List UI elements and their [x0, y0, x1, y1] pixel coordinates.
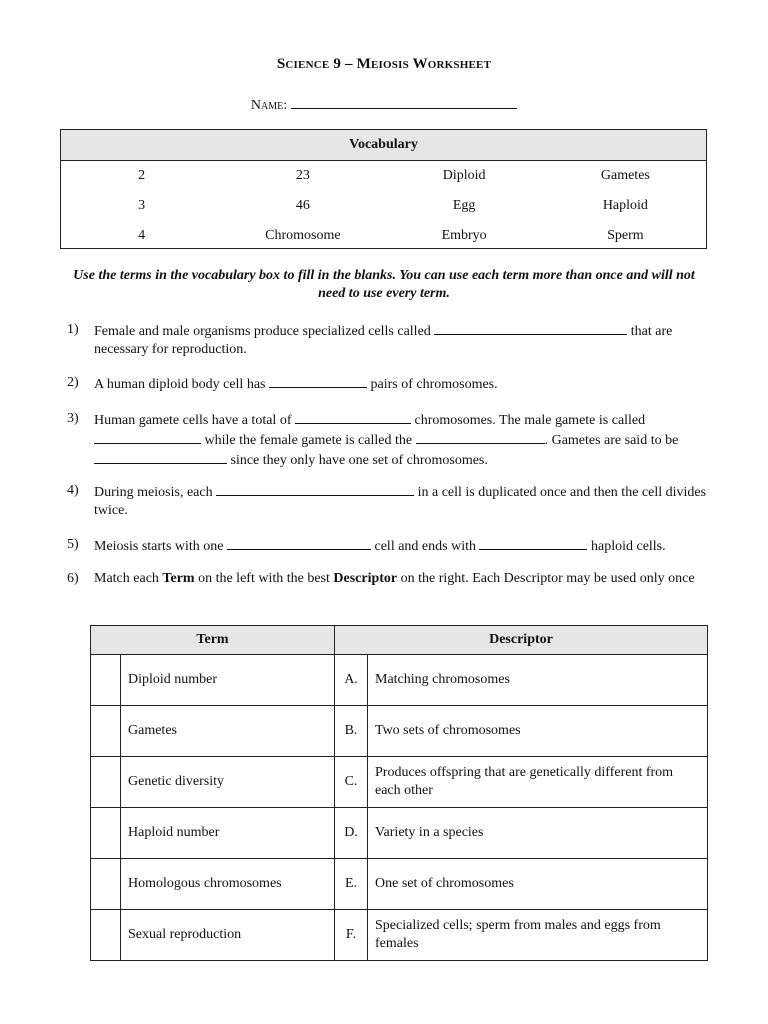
letter-cell: D.	[335, 808, 368, 859]
question-text: haploid cells.	[590, 539, 666, 554]
answer-blank[interactable]	[434, 321, 627, 335]
letter-cell: B.	[335, 706, 368, 757]
descriptor-cell: Produces offspring that are genetically different from each other	[368, 757, 708, 808]
answer-cell[interactable]	[91, 655, 121, 706]
vocab-term: Sperm	[607, 228, 644, 243]
vocab-term: Embryo	[441, 228, 487, 243]
question-text: During meiosis, each	[94, 485, 213, 500]
term-header: Term	[91, 626, 335, 655]
question-text: pairs of chromosomes.	[370, 377, 498, 392]
descriptor-cell: Specialized cells; sperm from males and eggs from females	[368, 910, 708, 961]
question-text: since they only have one set of chromosomes.	[230, 453, 488, 468]
question-number: 6)	[67, 571, 79, 586]
vocab-term: Egg	[452, 198, 476, 213]
descriptor-cell: Matching chromosomes	[368, 655, 708, 706]
vocabulary-heading: Vocabulary	[61, 130, 706, 161]
vocab-term: 46	[295, 198, 310, 213]
answer-blank[interactable]	[295, 410, 411, 424]
question-number: 4)	[67, 483, 79, 498]
vocab-term: 2	[138, 168, 146, 183]
descriptor-keyword: Descriptor	[333, 571, 398, 586]
answer-blank[interactable]	[94, 450, 227, 464]
question-text: Match each	[94, 571, 159, 586]
question-number: 2)	[67, 375, 79, 390]
question-text: Human gamete cells have a total of	[94, 413, 292, 428]
vocabulary-row	[61, 221, 706, 251]
question-6	[67, 570, 707, 588]
vocabulary-box	[60, 129, 707, 249]
vocab-term: Diploid	[442, 168, 486, 183]
answer-blank[interactable]	[227, 536, 371, 550]
instructions: Use the terms in the vocabulary box to fill in the blanks. You can use each term more than once and will not need to use every term.	[73, 268, 695, 301]
descriptor-cell: One set of chromosomes	[368, 859, 708, 910]
term-cell: Homologous chromosomes	[121, 859, 335, 910]
name-blank[interactable]	[291, 94, 517, 109]
vocab-term: 4	[138, 228, 146, 243]
question-4	[67, 482, 707, 520]
vocab-term: Haploid	[602, 198, 648, 213]
term-cell: Diploid number	[121, 655, 335, 706]
matching-row	[91, 655, 708, 706]
answer-blank[interactable]	[479, 536, 587, 550]
vocab-term: Gametes	[600, 168, 650, 183]
question-text: Female and male organisms produce specialized cells called	[94, 324, 431, 339]
answer-blank[interactable]	[269, 374, 367, 388]
letter-cell: F.	[335, 910, 368, 961]
matching-row	[91, 808, 708, 859]
question-number: 1)	[67, 322, 79, 337]
letter-cell: C.	[335, 757, 368, 808]
question-2	[67, 374, 707, 394]
descriptor-cell: Variety in a species	[368, 808, 708, 859]
answer-cell[interactable]	[91, 757, 121, 808]
worksheet-title: Science 9 – Meiosis Worksheet	[276, 56, 492, 72]
answer-blank[interactable]	[416, 430, 545, 444]
question-3	[67, 410, 707, 470]
answer-cell[interactable]	[91, 910, 121, 961]
vocabulary-row	[61, 191, 706, 221]
question-text: while the female gamete is called the	[204, 433, 413, 448]
question-text: cell and ends with	[374, 539, 476, 554]
vocab-term: 3	[138, 198, 146, 213]
question-number: 5)	[67, 537, 79, 552]
question-text: on the right. Each Descriptor may be used only once	[400, 571, 695, 586]
question-number: 3)	[67, 411, 79, 426]
matching-row	[91, 757, 708, 808]
matching-row	[91, 910, 708, 961]
question-text: A human diploid body cell has	[94, 377, 266, 392]
matching-row	[91, 706, 708, 757]
question-text: on the left with the best	[198, 571, 330, 586]
vocab-term: Chromosome	[265, 228, 341, 243]
matching-header-row	[91, 626, 708, 655]
question-5	[67, 536, 707, 556]
vocabulary-row	[61, 161, 706, 191]
question-text: Meiosis starts with one	[94, 539, 224, 554]
question-text: chromosomes. The male gamete is called	[414, 413, 646, 428]
term-cell: Gametes	[121, 706, 335, 757]
answer-cell[interactable]	[91, 808, 121, 859]
answer-cell[interactable]	[91, 859, 121, 910]
descriptor-cell: Two sets of chromosomes	[368, 706, 708, 757]
term-keyword: Term	[162, 571, 195, 586]
letter-cell: E.	[335, 859, 368, 910]
answer-blank[interactable]	[216, 482, 414, 496]
term-cell: Sexual reproduction	[121, 910, 335, 961]
name-field	[0, 94, 768, 114]
letter-cell: A.	[335, 655, 368, 706]
vocab-term: 23	[295, 168, 310, 183]
question-text: in a cell is duplicated once and then the cell divides twice.	[94, 485, 707, 518]
question-text: . Gametes are said to be	[544, 433, 679, 448]
answer-blank[interactable]	[94, 430, 201, 444]
term-cell: Haploid number	[121, 808, 335, 859]
name-label: Name:	[250, 98, 288, 113]
answer-cell[interactable]	[91, 706, 121, 757]
matching-table	[90, 625, 708, 961]
question-1	[67, 321, 707, 359]
term-cell: Genetic diversity	[121, 757, 335, 808]
descriptor-header: Descriptor	[335, 626, 708, 655]
question-text: that are necessary for reproduction.	[94, 324, 673, 357]
matching-row	[91, 859, 708, 910]
